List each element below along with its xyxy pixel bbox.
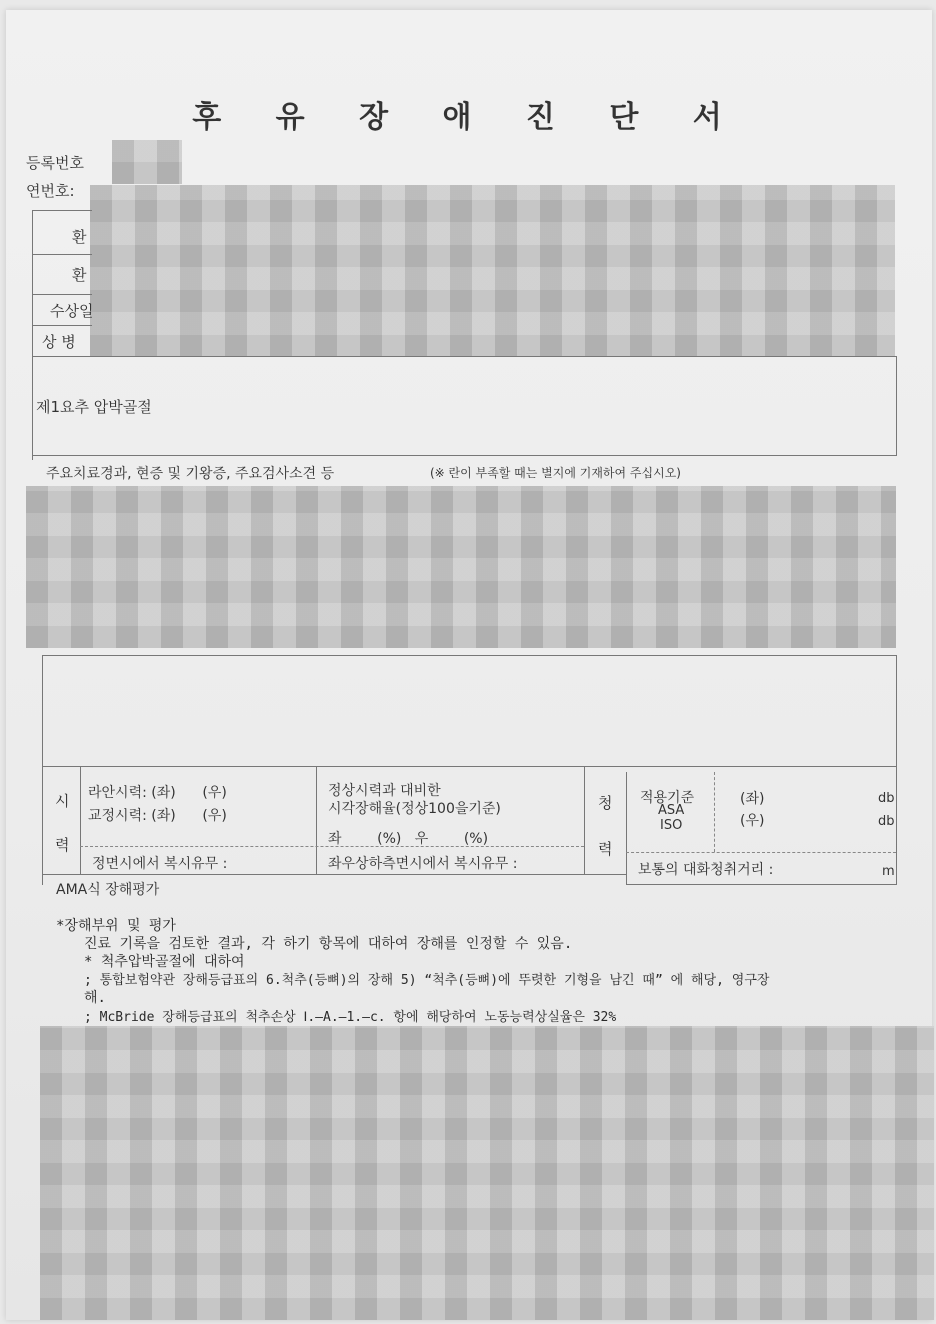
evaluation-line-4: 해.	[84, 990, 106, 1006]
table-rule	[42, 766, 897, 767]
diagnosis-text: 제1요추 압박골절	[36, 398, 152, 416]
serial-number-label: 연번호:	[26, 182, 75, 200]
side-double-vision: 좌우상하측면시에서 복시유무 :	[328, 856, 518, 872]
hearing-standard-asa: ASA	[658, 803, 685, 818]
table-rule	[626, 884, 896, 885]
hearing-unit-right: db	[878, 814, 895, 829]
table-rule	[896, 655, 897, 885]
corrected-vision: 교정시력: (좌) (우)	[88, 808, 227, 824]
treatment-note: (※ 란이 부족할 때는 별지에 기재하여 주십시오)	[430, 466, 681, 480]
conversation-distance-unit: m	[882, 864, 895, 879]
front-double-vision: 정면시에서 복시유무 :	[92, 856, 228, 872]
evaluation-line-3: ; 통합보험약관 장해등급표의 6.척추(등뼈)의 장해 5) “척추(등뼈)에 뚜렷한 기형을 남긴 때” 에 해당, 영구장	[84, 973, 770, 988]
table-rule	[80, 766, 81, 874]
row-label-diagnosis: 상 병	[42, 333, 76, 351]
redacted-patient-info	[90, 185, 895, 357]
redacted-evaluation-details	[40, 1026, 934, 1320]
naked-eye-vision: 라안시력: (좌) (우)	[88, 785, 227, 801]
table-rule	[32, 210, 92, 211]
table-rule	[32, 210, 33, 460]
vision-ratio-values: 좌 (%) 우 (%)	[328, 831, 489, 847]
table-rule	[32, 325, 92, 326]
evaluation-line-2: * 척추압박골절에 대하여	[84, 954, 245, 970]
table-rule	[32, 254, 92, 255]
table-rule	[42, 874, 626, 875]
table-rule	[32, 294, 92, 295]
hearing-side-label-1: 청	[598, 794, 613, 812]
hearing-standard-iso: ISO	[660, 818, 683, 833]
conversation-distance-label: 보통의 대화청취거리 :	[638, 862, 774, 878]
table-rule	[626, 852, 896, 853]
row-label-patient-name: 환	[72, 228, 87, 246]
document-title: 후 유 장 애 진 단 서	[192, 100, 744, 135]
table-rule	[896, 356, 897, 456]
table-rule	[626, 772, 627, 884]
hearing-right: (우)	[740, 813, 765, 829]
registration-number-label: 등록번호	[26, 154, 84, 172]
vision-ratio-line1: 정상시력과 대비한	[328, 783, 441, 799]
table-rule	[316, 766, 317, 874]
table-rule	[42, 655, 43, 885]
row-label-injury-date: 수상일	[50, 302, 94, 320]
table-rule	[584, 766, 585, 874]
row-label-patient-id: 환	[72, 266, 87, 284]
hearing-side-label-2: 력	[598, 840, 613, 858]
hearing-left: (좌)	[740, 791, 765, 807]
vision-side-label-2: 력	[55, 836, 70, 854]
ama-header: AMA식 장해평가	[56, 882, 160, 898]
treatment-header: 주요치료경과, 현증 및 기왕증, 주요검사소견 등	[46, 466, 335, 482]
evaluation-header: *장해부위 및 평가	[56, 918, 176, 934]
evaluation-line-5: ; McBride 장해등급표의 척추손상 Ⅰ.—A.—1.—c. 항에 해당하여 노동능력상실율은 32%	[84, 1010, 617, 1025]
table-rule	[32, 356, 897, 357]
table-rule	[42, 655, 897, 656]
hearing-unit-left: db	[878, 791, 895, 806]
vision-ratio-line2: 시각장해율(정상100을기준)	[328, 801, 501, 817]
redacted-treatment-details	[26, 486, 896, 648]
redacted-registration	[112, 140, 182, 184]
vision-side-label-1: 시	[55, 792, 70, 810]
table-rule	[714, 772, 715, 852]
evaluation-line-1: 진료 기록을 검토한 결과, 각 하기 항목에 대하여 장해를 인정할 수 있음.	[84, 936, 573, 952]
hearing-standard-label: 적용기준	[640, 790, 695, 806]
table-rule	[32, 455, 897, 456]
